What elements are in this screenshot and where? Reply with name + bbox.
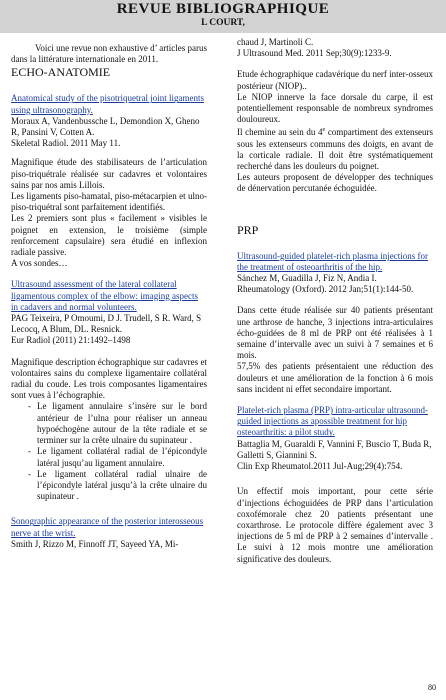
- article-title-prp-pilot[interactable]: Platelet-rich plasma (PRP) intra-articular ultrasound-guided injections as apossible treatment for hip osteoarthritis: a pilot study.: [237, 405, 428, 438]
- article-summary: 57,5% des patients présentaient une réduction des douleurs et une amélioration de la fonction à 6 mois sans incident ni effet secondaire important.: [237, 361, 433, 394]
- article-title-prp-hip[interactable]: Ultrasound-guided platelet-rich plasma injections for the treatment of osteoarthritis of the hip.: [237, 250, 428, 272]
- article-journal: Clin Exp Rheumatol.2011 Jul-Aug;29(4):754.: [237, 461, 403, 472]
- header-band: [0, 0, 446, 33]
- article-summary: Magnifique description échographique sur cadavres et volontaires sains du complexe ligamentaire collatéral radial du coude. Les trois composantes ligamentaires sont vues à l’échographie.: [11, 356, 207, 401]
- article-title-elbow-lcl[interactable]: Ultrasound assessment of the lateral collateral ligamentous complex of the elbow: imaging aspects in cadavers and normal volunteers.: [11, 279, 198, 312]
- article-summary: Un effectif mois important, pour cette série d’injections échoguidées de PRP dans l’articulation coxofémorale chez 20 patients présentant une coxarthrose. Le protocole diffère également avec 3 injections de 5 ml de PRP à 2 semaines d’intervalle . Le suivi à 12 mois montre une amélioration significative des douleurs.: [237, 486, 433, 564]
- list-item: - Le ligament annulaire s’insère sur le bord antérieur de l’ulna pour réaliser un anneau hypoéchogène autour de la tête radiale et se terminer sur la crête ulnaire du supinateur .: [37, 401, 207, 446]
- article-authors-continued: chaud J, Martinoli C.: [237, 37, 314, 47]
- article-summary: Magnifique étude des stabilisateurs de l’articulation piso-triquétrale réalisée sur cadavres et volontaires sains par nos amis Lillois.: [11, 157, 207, 190]
- page-author: L COURT,: [201, 18, 245, 28]
- article-authors: Sánchez M, Guadilla J, Fiz N, Andia I.: [237, 273, 377, 284]
- article-authors: Smith J, Rizzo M, Finnoff JT, Sayeed YA, Mi-: [11, 538, 179, 549]
- list-item: - Le ligament collatéral radial de l’épicondyle latéral jusqu’au ligament annulaire.: [37, 446, 207, 468]
- article-journal: J Ultrasound Med. 2011 Sep;30(9):1233-9.: [237, 48, 392, 59]
- article-journal: Skeletal Radiol. 2011 May 11.: [11, 138, 121, 149]
- page-number: 80: [428, 683, 436, 692]
- article-summary: Dans cette étude réalisée sur 40 patients présentant une arthrose de hanche, 3 injections intra-articulaires écho-guidées de 8 ml de PRP ont été réalisées à 1 semaine d’intervalle avec un suivi à 7 semaines et 6 mois.: [237, 305, 433, 361]
- article-summary: Le NIOP innerve la face dorsale du carpe, il est potentiellement responsable de nombreux syndromes douloureux.: [237, 91, 433, 125]
- article-summary: Les 2 premiers sont plus « facilement » visibles le poignet en extension, le troisième (simple renforcement capsulaire) sera étudié en inflexion radiale passive.: [11, 213, 207, 258]
- section-heading-echo-anatomie: ECHO-ANATOMIE: [11, 65, 111, 80]
- article-summary: Il chemine au sein du 4e compartiment des extenseurs sous les extenseurs communs des doigts, en avant de la corticale radiale. Il doit être systématiquement recherché dans les douleurs du poignet.: [237, 127, 433, 172]
- ligament-list: [11, 401, 207, 502]
- article-authors: Battaglia M, Guaraldi F, Vannini F, Buscio T, Buda R, Galletti S, Giannini S.: [237, 438, 432, 460]
- article-summary: Les auteurs proposent de développer des techniques de dénervation percutanée échoguidée.: [237, 172, 433, 194]
- article-authors: Moraux A, Vandenbussche L, Demondion X, Gheno R, Pansini V, Cotten A.: [11, 115, 200, 138]
- intro-text: Voici une revue non exhaustive d’ articles parus dans la littérature internationale en 2011.: [11, 43, 207, 65]
- right-column: [237, 37, 433, 565]
- article-title-pisotriquetral[interactable]: Anatomical study of the pisotriquetral joint ligaments using ultrasonography.: [11, 93, 204, 115]
- article-summary: Etude échographique cadavérique du nerf inter-osseux postérieur (NIOP)..: [237, 69, 433, 91]
- section-heading-prp: PRP: [237, 222, 259, 237]
- page-title: REVUE BIBLIOGRAPHIQUE: [116, 1, 330, 17]
- article-journal: Eur Radiol (2011) 21:1492–1498: [11, 335, 131, 346]
- article-authors: PAG Teixeira, P Omoumi, D J. Trudell, S R. Ward, S Lecocq, A Blum, DL. Resnick.: [11, 313, 202, 335]
- article-journal: Rheumatology (Oxford). 2012 Jan;51(1):144-50.: [237, 284, 414, 295]
- article-title-niop[interactable]: Sonographic appearance of the posterior interosseous nerve at the wrist.: [11, 516, 204, 538]
- list-item: - Le ligament collatéral radial ulnaire de l’épicondyle latéral jusqu’à la crête ulnaire du supinateur .: [37, 469, 207, 503]
- left-column: [11, 43, 207, 550]
- article-summary: A vos sondes…: [11, 258, 68, 269]
- article-summary: Les ligaments piso-hamatal, piso-métacarpien et ulno-piso-triquétral sont parfaitement identifiés.: [11, 191, 207, 213]
